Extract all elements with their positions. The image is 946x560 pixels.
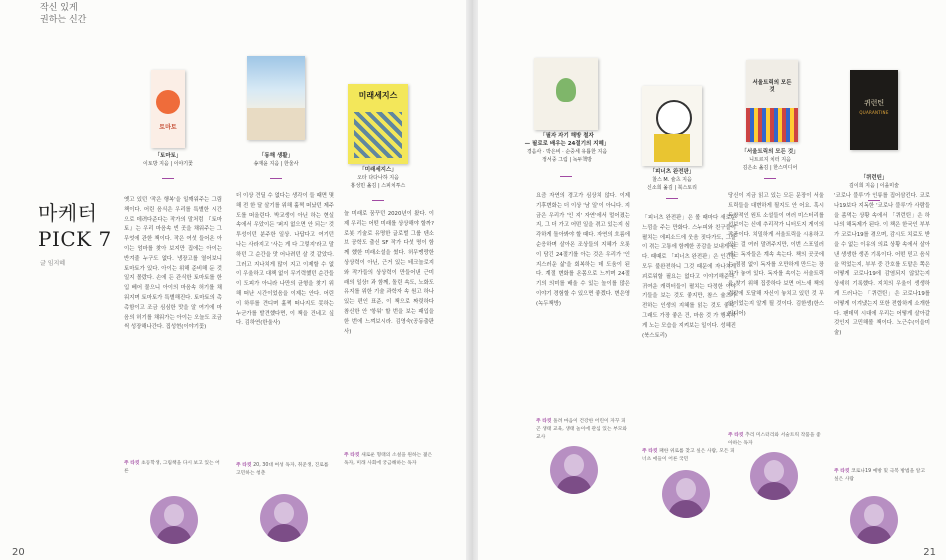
avatar	[662, 470, 710, 518]
target-key: 주 타킷	[728, 433, 744, 438]
book-5-meta-2: 신소희 옮김 | 북스토리	[647, 185, 697, 191]
book-caption-6	[730, 148, 810, 172]
review-5-text: 「피너츠 완전판」은 볼 때마다 새로운 느낌을 주는 만화다. 스누피와 친구들이 펼치는 에피소드에 웃음 짓다가도, 그들이 겪는 고통에 함께한 공감을 보내게 된다. 때때로 「피너츠 완전판」은 인간은 모두 불완전하니 그것 때문에 자나치게 괴로워할 필요는 없다고 이야기해준다. 귀여운 캐릭터들이 펼치는 다정한 이야기들을 보는 것도 좋지만, 참스 슐츠가 전하는 인생의 지혜를 읽는 것도 좋다. 그래도 가장 좋은 건, 마음 것 가 행복하게 노는 모습을 지켜보는 일이다.	[642, 215, 736, 329]
target-key: 주 타킷	[124, 461, 140, 466]
page-number-right: 21	[923, 547, 936, 558]
book-6-cover-text: 서울트릭의 모든 것	[752, 80, 792, 93]
book-3-title: 「미래세지스」	[359, 167, 397, 173]
target-text: 20, 30대 여성 독자, 취준생, 진로를 고민하는 청춘	[236, 463, 329, 476]
tomato-illustration	[156, 90, 180, 114]
review-2-credit: 김하연(한울사)	[244, 320, 281, 327]
target-key: 주 타킷	[642, 449, 658, 454]
book-caption-7	[834, 174, 914, 190]
title-line-2: PICK 7	[38, 227, 112, 251]
book-3-meta-2: 홍성민 옮김 | 스피치투스	[350, 183, 406, 189]
target-note-7	[834, 468, 930, 484]
avatar	[750, 452, 798, 500]
avatar	[260, 494, 308, 542]
book-7-cover-text: 퀴런틴	[863, 99, 885, 107]
avatar	[550, 446, 598, 494]
review-4-text: 요즘 자연의 경고가 심상치 않다. 이제 기후변화는 더 이상 '남 일'이 아니다. 지금은 우리가 '인 지' 자연'에서 멀어졌는지, 그 더 가고 어떤 일을 겪고 있는지 심각하게 돌아봐야 할 때다. 자연의 흐름에 순응하며 살아온 조상들의 지혜가 오롯이 담긴 24절기를 아는 것은 우리가 '인 지스러운 삶'을 회복하는 데 도움이 된다. 계절 변화를 온몸으로 느끼며 24절기의 의미를 배울 수 있는 놀이를 많은 이야기 경험할 수 있으면 좋겠다.	[536, 193, 630, 297]
caption-divider	[162, 178, 174, 179]
target-key: 주 타킷	[236, 463, 252, 468]
book-7-meta: 김이희 지음 | 이을미술	[849, 183, 899, 189]
book-2-meta: 송재윤 지음 | 한울사	[253, 161, 299, 167]
review-5-credit: 성혜진(북스토리)	[642, 322, 736, 339]
review-column-6	[728, 192, 824, 432]
target-text: 추리 미스터리와 서술트릭 작품을 좋아하는 독자	[728, 433, 821, 446]
title-line-1: 마케터	[38, 201, 98, 225]
book-6-meta-2: 김은소 옮김 | 한스미디어	[742, 165, 798, 171]
book-caption-2	[236, 152, 316, 168]
target-key: 주 타킷	[536, 419, 552, 424]
target-note-1	[124, 460, 222, 476]
character-illustration	[656, 100, 692, 136]
review-column-1	[124, 196, 222, 456]
target-text: 초등학생, 그림책을 다시 보고 있는 어른	[124, 461, 220, 474]
review-column-5	[642, 214, 736, 454]
book-3-cover-text: 미래세지스	[358, 91, 398, 100]
book-1-title: 「토마토」	[154, 153, 182, 159]
book-2-title: 「동해 생활」	[258, 153, 294, 159]
book-1-cover-text: 토마토	[159, 124, 177, 131]
avatar	[850, 496, 898, 544]
book-6-title: 「서울트릭의 모든 것」	[741, 149, 799, 155]
book-4-meta-2: 정서중 그림 | 녹두책방	[542, 157, 592, 163]
target-key: 주 타킷	[834, 469, 850, 474]
cover-illustration	[354, 112, 402, 158]
target-note-3	[344, 452, 434, 468]
author-line: 글 임지혜	[40, 260, 66, 267]
book-caption-5	[632, 168, 712, 192]
book-cover-1	[151, 70, 185, 148]
target-text: 패한 위로를 찾고 싶은 사람, 모든 피너츠 애들이 어른 국민	[642, 449, 735, 462]
book-caption-4	[524, 132, 610, 164]
caption-divider	[560, 176, 572, 177]
beach-scene	[247, 108, 305, 140]
target-key: 주 타킷	[344, 453, 360, 458]
review-7-credit: 노근수(이을미술)	[834, 320, 930, 337]
caption-divider	[666, 198, 678, 199]
target-text: 돌려 마음이 건강한 어린이 자꾸 피곤 생태 교육, 생태 놀이에 관심 있는 부모와 교사	[536, 419, 627, 440]
review-3-text: 늘 미래로 꿈꾸던 2020년이 왔다. 이제 우리는 어떤 미래를 상상해야 할까? 로봇 기술로 유명한 글로벌 그룹 텐소브 공학도 출신 SF 작가 다섯 명이 함께 했한 미래소설을 썼다. 허무맹랑한 상상력이 아닌, 근거 있는 테크놀로지와 작가들의 상상력이 만들어낸 근미래의 일상! 과 함께, 돌린 속도, 노화도 유지를 위한 기술 과학자 속 원고 하나 있는 편인 표준, 이 책으로 짜릿하다 참신한 안 '항워' 할 번을 보는 패입을 한 번에 느껴보시라.	[344, 211, 434, 325]
review-4-credit: 변은영(녹두책방)	[536, 290, 630, 307]
book-cover-7	[850, 70, 898, 150]
target-text: 코로나19 예방 및 극복 방법을 알고 싶은 사람	[834, 469, 926, 482]
caption-divider	[764, 178, 776, 179]
review-column-7	[834, 192, 930, 462]
page-number-left: 20	[12, 547, 25, 558]
shirt-illustration	[654, 134, 690, 162]
book-5-title: 「피너츠 완전판」	[649, 169, 695, 175]
review-1-credit: 집성현(이야기꽃)	[165, 324, 207, 331]
page-title	[38, 200, 112, 252]
book-cover-3	[348, 84, 408, 164]
target-text: 새로운 형태의 소설을 원하는 젊은 독자, 미래 사회에 궁금해하는 독자	[344, 453, 433, 466]
review-column-4	[536, 192, 630, 442]
header-line-2: 권하는 신간	[40, 15, 87, 25]
book-7-title: 「퀴런틴」	[860, 175, 888, 181]
book-cover-5	[642, 86, 702, 166]
book-caption-1	[128, 152, 208, 168]
book-cover-4	[534, 58, 598, 130]
review-column-2	[236, 192, 334, 454]
right-page	[478, 0, 946, 560]
review-1-text: 옛고 있던 '작은 행복'을 일깨워주는 그림책이다. 어린 음식은 우리를 특별한 시간으로 데려다준다는 작가의 말처럼 『토마토』는 우리 마음속 빈 곳을 채워주는 그 무엇에 관한 책이다. 작은 여섯 들어온 아이는 엄마를 찾아 보지만 집에는 아이는 반겨줄 누구도 없다. 냉장고를 열어보니 토마토가 있다. 아이는 위해 준비해 둔 것일지 몰랐다. 손에 든 관식한 토마토를 한 입 베어 물으니 아이의 마음속 허기를 채워지며 토마토가 특별해진다. 토마토의 촉촉함이고 조금 심심한 맛을 알 여기에 마음의 허기를 채워가는 아이는 오늘도 조금씩 성장해나간다.	[124, 197, 222, 331]
book-6-meta: 니트르지 치터 지음	[749, 157, 791, 163]
review-6-credit: 김한생(한스미디어)	[728, 300, 824, 317]
bird-illustration	[556, 78, 576, 102]
review-6-text: 당신이 지금 읽고 있는 모든 문장이 서울트릭들을 대변하게 될지도 안 어요. 혹시 독창적인 원트 소설들이 여러 미스터리를 선보이는 신예 추리작가 니터도지 게이의 작품이다. 치밀하게 서울트릭을 시용하고 있는 걸 여러 말려주지만, 이번 스포일러에는 독자들은 계속 속는다. 책의 곳곳에는 점점 없이 독자를 오만하게 만드는 장치가 놓여 있다. 독자를 속이는 서술트릭을 찾기 위해 집중하다 보면 어느새 책의 결말에 도달해 자신이 놓치고 있던 것 무엇이었는지 알게 될 것이다.	[728, 193, 824, 307]
caption-divider	[270, 178, 282, 179]
book-4-title: 「필자 자기 해방 철자	[540, 133, 594, 139]
book-caption-3	[338, 166, 418, 190]
review-3-credit: 김영숙(공동출판사)	[344, 318, 434, 335]
book-3-meta: 오타 다다나하 지음	[357, 175, 399, 181]
review-column-3	[344, 210, 434, 450]
book-cover-2	[247, 56, 305, 140]
review-2-text: 더 이상 견딜 수 없다는 생각이 들 때면 몇 해 전 한 달 살기를 위해 훌쩍 떠났던 제주도를 떠올린다. 박교생이 아닌 하는 현실 속에서 우았이든 '퍼지 없으면 안 되는' 것 투성이던 분주한 일상. 나답다고 여기던 나는 사라지고 '사는 게 다 그렇지'라고 말하던 그 순간을 맛 어나려던 살 것 같았다. 그러고 지나치게 많이 지고 이제할 수 없이 우울하고 대책 없이 무기력했던 순간들이 도피가 아니라 나만의 균형을 찾기 위해 떠난 시간이었음을 이제는 안다. 어린이 하루를 견디며 훌쩍 떠나지도 못하는 누군가를 발견했다면, 이 책을 건네고 싶다.	[236, 193, 334, 327]
book-1-meta: 이토방 지음 | 이야기꽃	[143, 161, 193, 167]
target-note-6	[728, 432, 824, 448]
book-4-title-2: — 필로로 배우는 24절기의 지혜」	[524, 141, 610, 147]
book-5-meta: 찰스 M. 슐츠 지음	[652, 177, 692, 183]
avatar	[150, 496, 198, 544]
stripe-decoration	[746, 108, 798, 142]
caption-divider	[372, 200, 384, 201]
left-page	[0, 0, 468, 560]
book-4-meta: 경음사 · 박은비 · 순중세 유튬한 지음	[526, 149, 608, 155]
target-note-5	[642, 448, 736, 464]
book-cover-6	[746, 60, 798, 142]
review-7-text: '코로나 블루'가 인류를 집어삼킨다. 코로나19보다 지독한 '코로나 블루'가 사람들을 좀먹는 상황 속에서 「퀴런틴」은 하나의 해독제가 된다. 이 책은 한국인 부부가 코로나19를 겪으며, 감시도 치료도 받을 수 없는 이유의 의료 상황 속에서 살아낸 생생한 생존 기록이다. 어떤 믿고 음식을 먹었는지, 부부 중 간호를 도맡은 쪽은 어떻게 코로나19에 감염되지 않았는지 상세히 기록했다. 지치의 우울이 생생하게 드러나는 「퀴런틴」은 코로나19를 어떻게 이겨냈는지 또한 전합하게 소개한다. 팬데믹 시대에 우리는 어떻게 살아갈 것인지 고민해볼 책이다.	[834, 193, 930, 327]
book-7-cover-subtitle: QUARANTINE	[859, 110, 889, 115]
target-note-2	[236, 462, 334, 478]
header-line-1: 작신 있게	[40, 3, 78, 13]
target-note-4	[536, 418, 630, 442]
section-header	[40, 2, 86, 26]
